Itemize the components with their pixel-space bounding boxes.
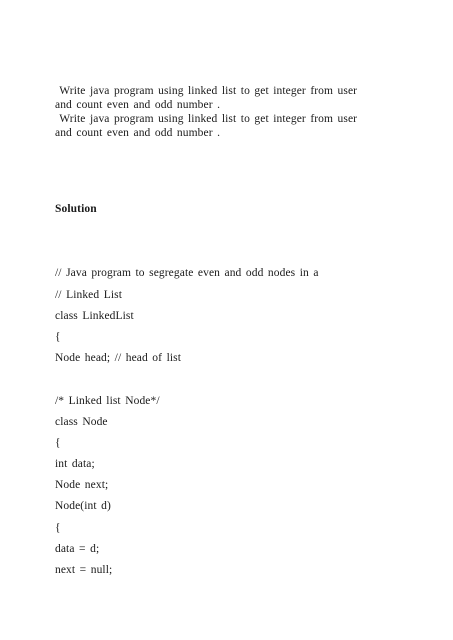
code-line-13: data = d; [55,543,100,555]
question-line-4: and count even and odd number . [55,127,221,139]
code-line-1: // Java program to segregate even and odd nodes in a [55,267,319,279]
solution-heading: Solution [55,203,97,215]
code-line-11: Node(int d) [55,500,111,512]
code-line-2: // Linked List [55,289,123,301]
code-line-8: { [55,437,61,449]
code-line-5: Node head; // head of list [55,352,182,364]
question-line-2: and count even and odd number . [55,99,221,111]
code-line-4: { [55,331,61,343]
code-line-9: int data; [55,458,95,470]
question-line-3: Write java program using linked list to get integer from user [55,113,358,125]
code-line-14: next = null; [55,564,113,576]
code-line-6: /* Linked list Node*/ [55,395,160,407]
code-line-12: { [55,522,61,534]
code-line-3: class LinkedList [55,310,134,322]
question-line-1: Write java program using linked list to get integer from user [55,85,358,97]
code-line-7: class Node [55,416,108,428]
code-line-10: Node next; [55,479,109,491]
